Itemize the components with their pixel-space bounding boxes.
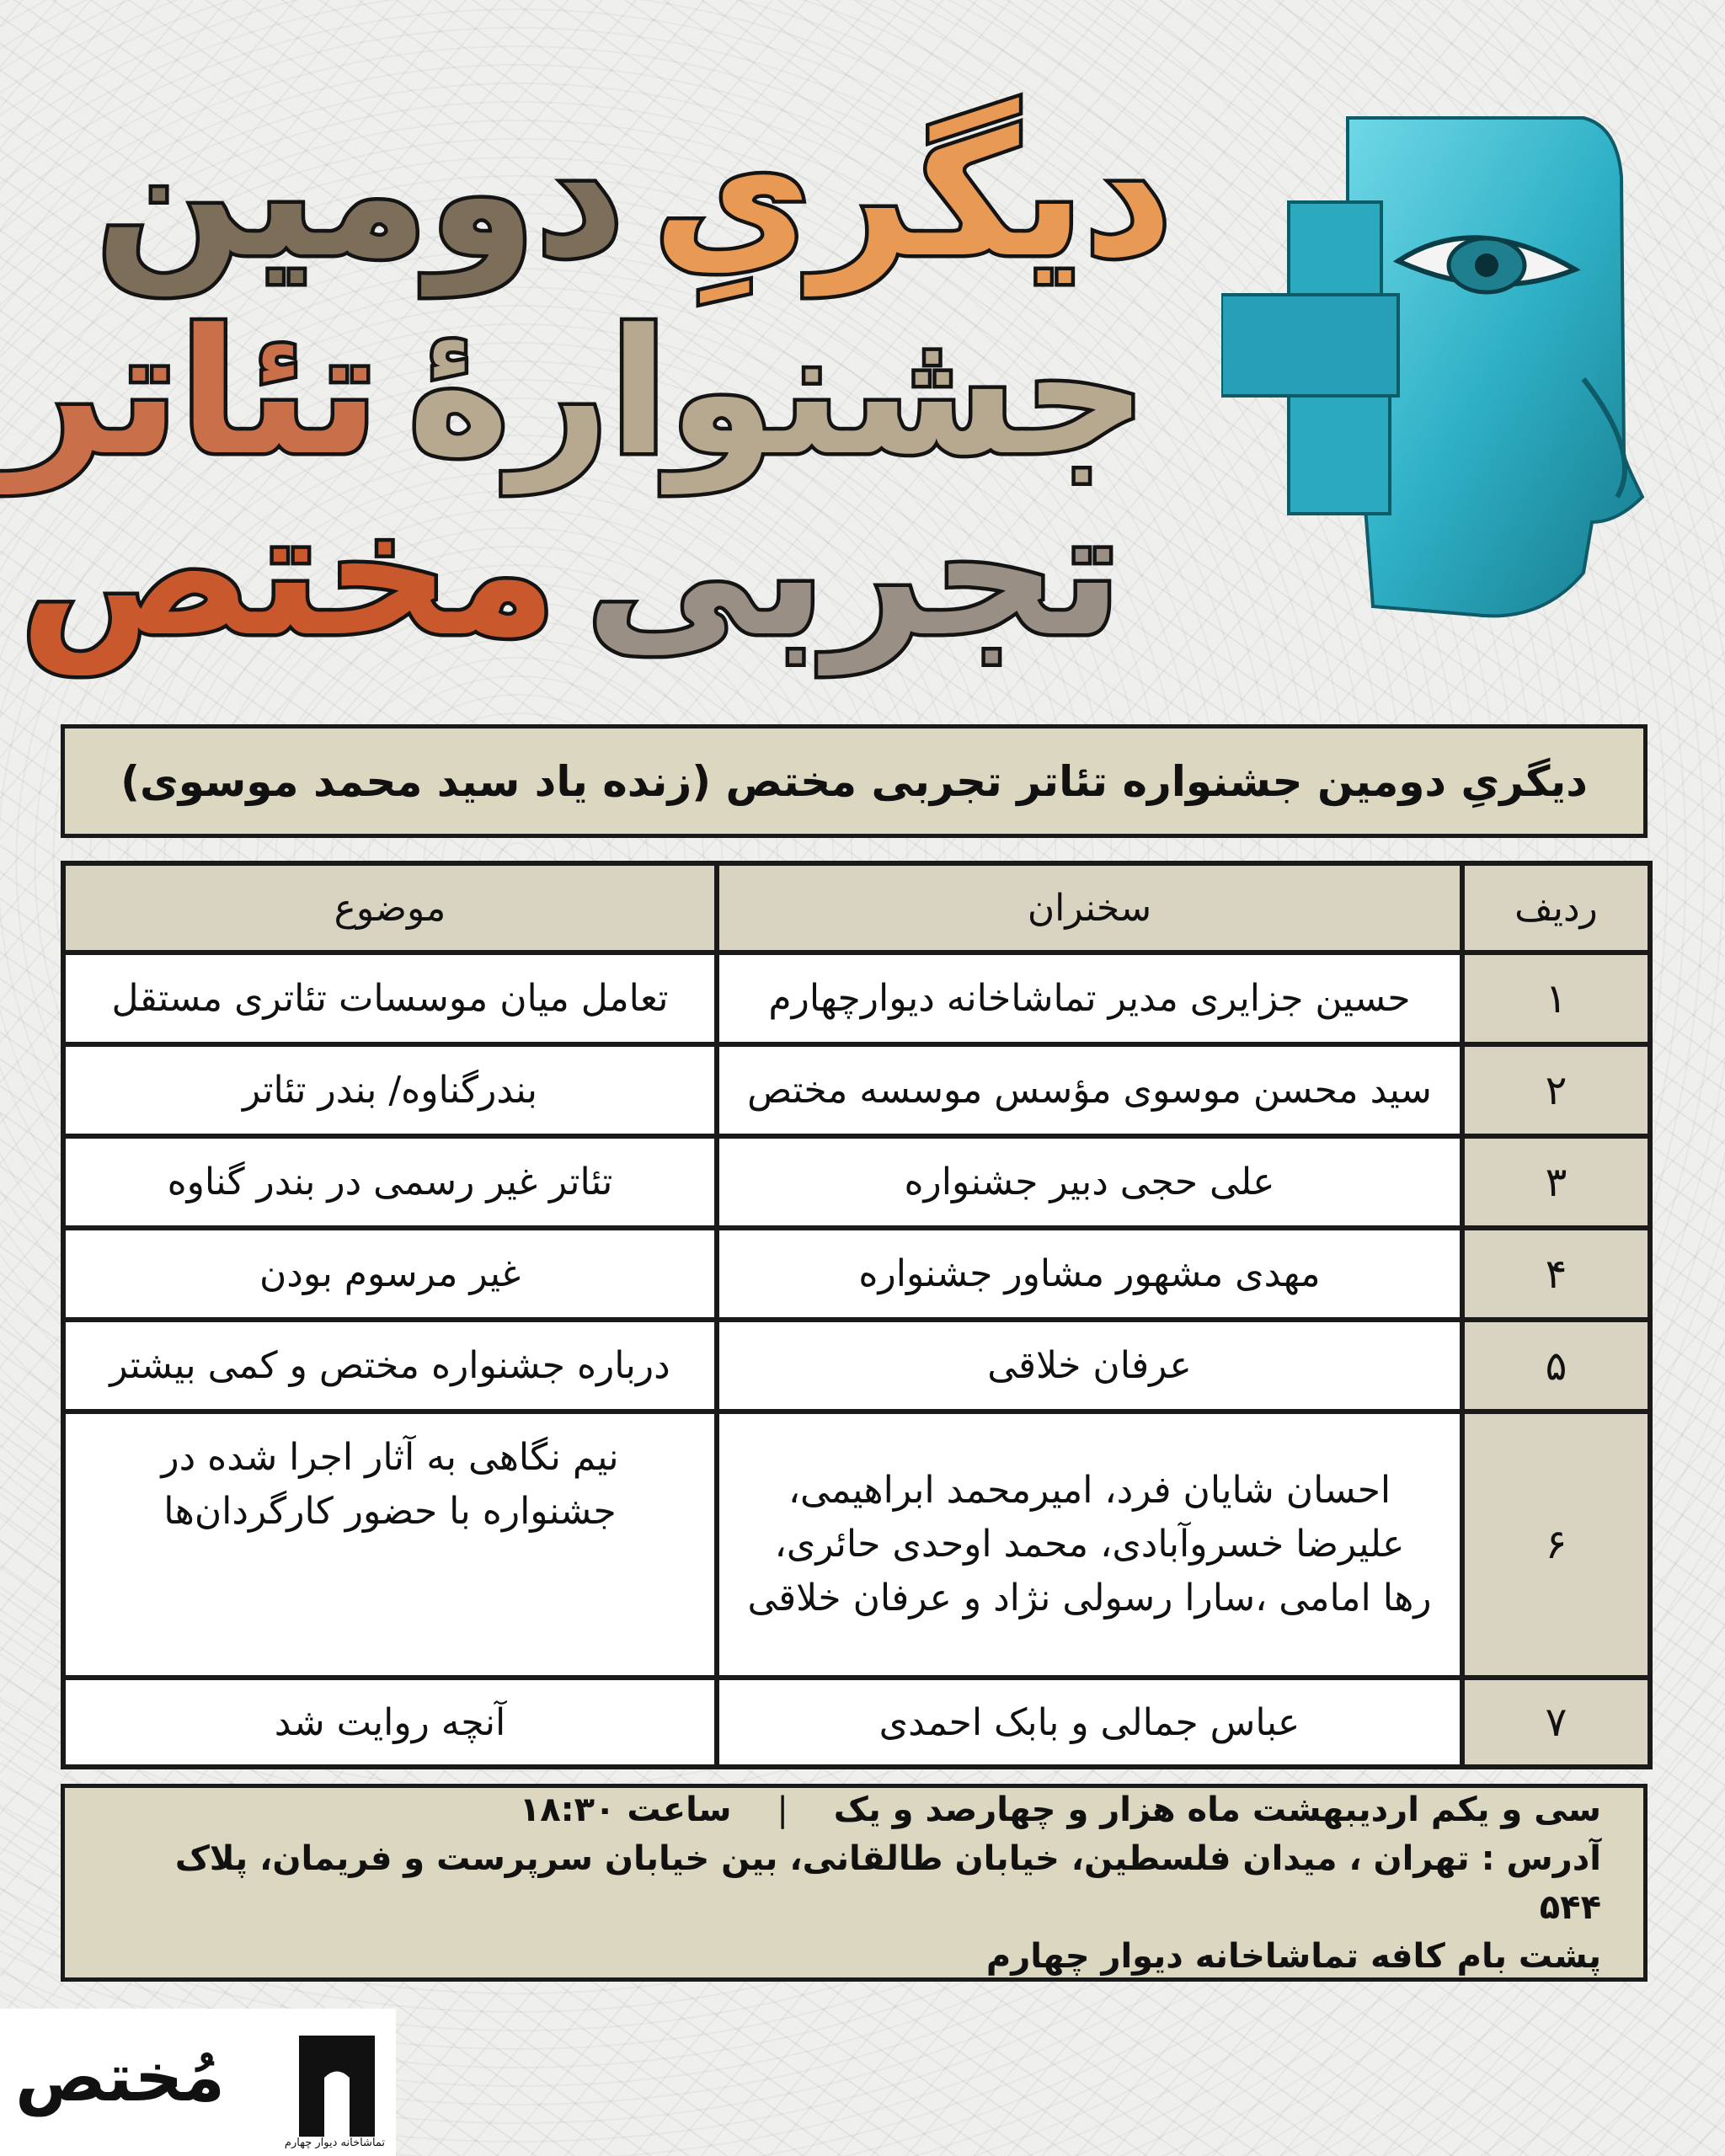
speaker-cell: سید محسن موسوی مؤسس موسسه مختص: [717, 1044, 1462, 1136]
row-number: ۳: [1462, 1136, 1650, 1228]
topic-line: جشنواره با حضور کارگردان‌ها: [163, 1489, 617, 1533]
divar-logo-icon: [291, 2027, 383, 2145]
table-row: [63, 1228, 1650, 1320]
event-header: [61, 724, 1648, 838]
row-number: ۶: [1462, 1412, 1650, 1678]
table-row: [63, 1678, 1650, 1767]
topic-cell: غیر مرسوم بودن: [63, 1228, 717, 1320]
date-time-line: [107, 1785, 1601, 1834]
speaker-cell: حسین جزایری مدیر تماشاخانه دیوارچهارم: [717, 953, 1462, 1044]
row-number: ۲: [1462, 1044, 1650, 1136]
title-word: تجربی: [585, 474, 1122, 675]
header-speakers: سخنران: [717, 863, 1462, 953]
date-time-separator: |: [777, 1790, 788, 1829]
topic-cell: [63, 1412, 717, 1678]
title-word: جشنوارۀ: [408, 293, 1147, 494]
speaker-line: رها امامی ،سارا رسولی نژاد و عرفان خلاقی: [747, 1576, 1432, 1620]
table-header-row: [63, 863, 1650, 953]
header-row-number: ردیف: [1462, 863, 1650, 953]
sponsor-logos: [0, 2009, 396, 2156]
title-word: مختص: [19, 474, 558, 675]
topic-cell: آنچه روایت شد: [63, 1678, 717, 1767]
topic-line: نیم نگاهی به آثار اجرا شده در: [161, 1436, 619, 1479]
face-sculpture-icon: [1221, 101, 1668, 632]
topic-cell: بندرگناوه/ بندر تئاتر: [63, 1044, 717, 1136]
title-word: دومین: [95, 95, 625, 296]
header-topic: موضوع: [63, 863, 717, 953]
event-venue: پشت بام کافه تماشاخانه دیوار چهارم: [985, 1936, 1601, 1976]
speaker-line: احسان شایان فرد، امیرمحمد ابراهیمی،: [788, 1469, 1391, 1513]
row-number: ۴: [1462, 1228, 1650, 1320]
row-number: ۷: [1462, 1678, 1650, 1767]
speaker-cell: مهدی مشهور مشاور جشنواره: [717, 1228, 1462, 1320]
event-details: [61, 1784, 1648, 1982]
mokhtas-logo: مُختص: [15, 2038, 225, 2116]
row-number: ۱: [1462, 953, 1650, 1044]
divar-logo-text: تماشاخانه دیوار چهارم: [284, 2137, 386, 2149]
speaker-line: علیرضا خسروآبادی، محمد اوحدی حائری،: [774, 1523, 1405, 1566]
table-row: [63, 1136, 1650, 1228]
event-address: آدرس : تهران ، میدان فلسطین، خیابان طالقانی، بین خیابان سرپرست و فریمان، پلاک ۵۴۴: [174, 1838, 1601, 1927]
table-row: [63, 1320, 1650, 1412]
topic-cell: تئاتر غیر رسمی در بندر گناوه: [63, 1136, 717, 1228]
speaker-cell: عباس جمالی و بابک احمدی: [717, 1678, 1462, 1767]
row-number: ۵: [1462, 1320, 1650, 1412]
speakers-table: [61, 861, 1653, 1769]
event-title: دیگریِ دومین جشنواره تئاتر تجربی مختص (زنده یاد سید محمد موسوی): [120, 756, 1588, 806]
title-word: تئاتر: [7, 293, 380, 494]
speaker-cell: علی حجی دبیر جشنواره: [717, 1136, 1462, 1228]
title-word: دیگریِ: [653, 95, 1172, 296]
event-date: سی و یکم اردیبهشت ماه هزار و چهارصد و یک: [833, 1790, 1601, 1829]
speaker-cell: عرفان خلاقی: [717, 1320, 1462, 1412]
table-row: [63, 1412, 1650, 1678]
event-time: ساعت ۱۸:۳۰: [519, 1790, 732, 1829]
table-row: [63, 1044, 1650, 1136]
topic-cell: تعامل میان موسسات تئاتری مستقل: [63, 953, 717, 1044]
festival-title-art: [7, 93, 1179, 675]
topic-cell: درباره جشنواره مختص و کمی بیشتر: [63, 1320, 717, 1412]
speaker-cell: [717, 1412, 1462, 1678]
table-row: [63, 953, 1650, 1044]
